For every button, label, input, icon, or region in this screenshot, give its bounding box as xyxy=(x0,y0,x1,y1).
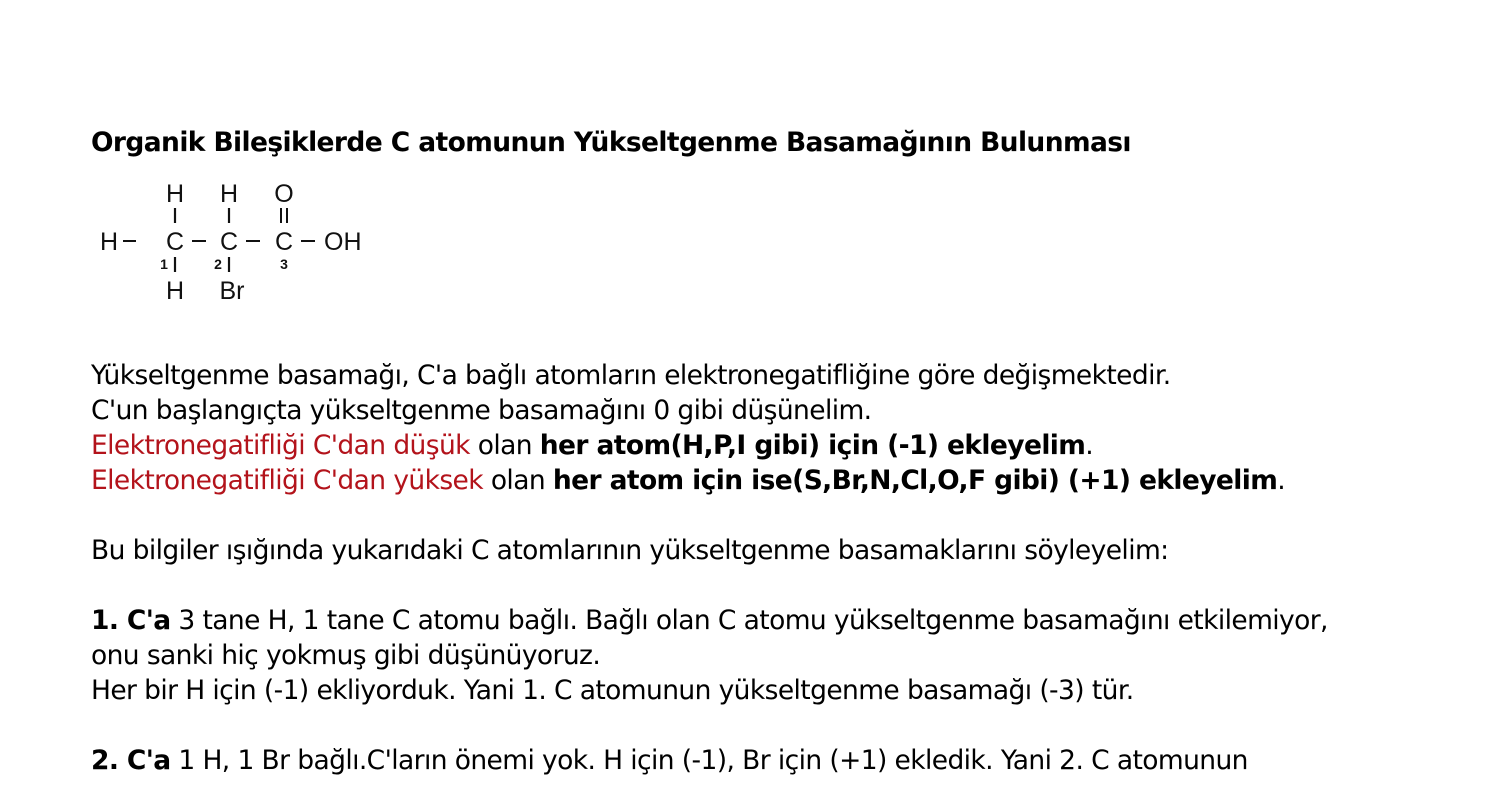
item-1-line-1: 1. C'a 3 tane H, 1 tane C atomu bağlı. Bağlı olan C atomu yükseltgenme basamağını etkilemiyor, xyxy=(91,605,1328,636)
item-2-line-1: 2. C'a 1 H, 1 Br bağlı.C'ların önemi yok. H için (-1), Br için (+1) ekledik. Yani 2. C atomunun xyxy=(91,745,1248,776)
hydroxyl: OH xyxy=(324,228,362,256)
lead-text: Bu bilgiler ışığında yukarıdaki C atomlarının yükseltgenme basamaklarını söyleyelim: xyxy=(91,535,1169,566)
intro-line-4: Elektronegatifliği C'dan yüksek olan her atom için ise(S,Br,N,Cl,O,F gibi) (+1) ekleyelim. xyxy=(91,465,1286,496)
item-1-line-3: Her bir H için (-1) ekliyorduk. Yani 1. C atomunun yükseltgenme basamağı (-3) tür. xyxy=(91,675,1134,706)
left-h: H xyxy=(100,228,119,256)
top-h-2: H xyxy=(219,180,239,208)
top-h-1: H xyxy=(165,180,185,208)
intro-line-3: Elektronegatifliği C'dan düşük olan her atom(H,P,I gibi) için (-1) ekleyelim. xyxy=(91,430,1094,461)
carbon-1: C xyxy=(165,228,185,256)
item-1-line-2: onu sanki hiç yokmuş gibi düşünüyoruz. xyxy=(91,640,601,671)
low-en-highlight: Elektronegatifliği C'dan düşük xyxy=(91,430,470,461)
structural-formula xyxy=(100,175,400,310)
intro-line-2: C'un başlangıçta yükseltgenme basamağını 0 gibi düşünelim. xyxy=(91,395,872,426)
carbon-number-2: 2 xyxy=(214,256,222,272)
carbon-number-3: 3 xyxy=(280,256,288,272)
item-1-paragraph xyxy=(91,603,1451,708)
bottom-br: Br xyxy=(219,277,245,305)
carbon-number-1: 1 xyxy=(160,256,168,272)
document-title xyxy=(91,125,1451,160)
carbon-2: C xyxy=(219,228,239,256)
lead-paragraph xyxy=(91,533,1451,568)
top-o: O xyxy=(274,180,294,208)
low-en-rule: her atom(H,P,I gibi) için (-1) ekleyelim xyxy=(539,430,1086,461)
carbon-3: C xyxy=(274,228,294,256)
item-1-label: 1. C'a xyxy=(91,605,171,636)
item-2-label: 2. C'a xyxy=(91,745,171,776)
high-en-highlight: Elektronegatifliği C'dan yüksek xyxy=(91,465,483,496)
high-en-rule: her atom için ise(S,Br,N,Cl,O,F gibi) (+1) ekleyelim xyxy=(552,465,1278,496)
title-text: Organik Bileşiklerde C atomunun Yükseltgenme Basamağının Bulunması xyxy=(91,127,1131,158)
intro-line-1: Yükseltgenme basamağı, C'a bağlı atomların elektronegatifliğine göre değişmektedir. xyxy=(91,360,1171,391)
intro-paragraph xyxy=(91,358,1451,498)
bottom-h: H xyxy=(165,277,185,305)
item-2-paragraph xyxy=(91,743,1451,778)
